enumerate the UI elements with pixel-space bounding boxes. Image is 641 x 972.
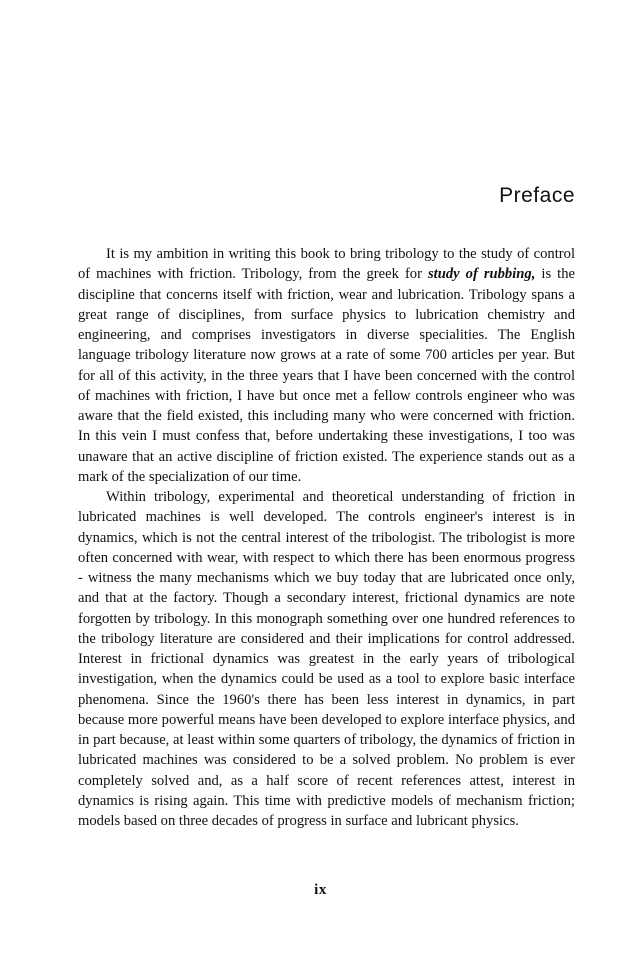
page-number: ix [314,882,327,898]
page-title: Preface [499,184,575,207]
emphasis-study-of-rubbing: study of rubbing, [428,266,536,283]
paragraph-1-text-start: It is my ambition in writing this book to bring tribology to the study of control of machines with friction. Tribology, from the greek for [78,246,575,283]
paragraph-1-text-end: is the discipline that concerns itself with friction, wear and lubrication. Tribology spans a great range of disciplines, from surface physics to lubrication chemistry and engineering, and comprises investigators in diverse specialities. The English language tribology literature now grows at a rate of some 700 articles per year. But for all of this activity, in the three years that I have been concerned with the control of machines with friction, I have but once met a fellow controls engineer who was aware that the field existed, this including many who were concerned with friction. In this vein I must confess that, before undertaking these investigations, I too was unaware that an active discipline of friction existed. The experience stands out as a mark of the specialization of our time. [78,266,575,485]
paragraph-1 [78,244,575,487]
preface-body [78,244,575,831]
paragraph-2: Within tribology, experimental and theoretical understanding of friction in lubricated machines is well developed. The controls engineer's interest is in dynamics, which is not the central interest of the tribologist. The tribologist is more often concerned with wear, with respect to which there has been enormous progress - witness the many mechanisms which we buy today that are lubricated once only, and that at the factory. Though a secondary interest, frictional dynamics are note forgotten by tribology. In this monograph something over one hundred references to the tribology literature are considered and their implications for control addressed. Interest in frictional dynamics was greatest in the early years of tribological investigation, when the dynamics could be used as a tool to explore basic interface phenomena. Since the 1960's there has been less interest in dynamics, in part because more powerful means have been developed to explore interface physics, and in part because, at least within some quarters of tribology, the dynamics of friction in lubricated machines was considered to be a solved problem. No problem is ever completely solved and, as a half score of recent references attest, interest in dynamics is rising again. This time with predictive models of mechanism friction; models based on three decades of progress in surface and lubricant physics. [78,489,575,829]
